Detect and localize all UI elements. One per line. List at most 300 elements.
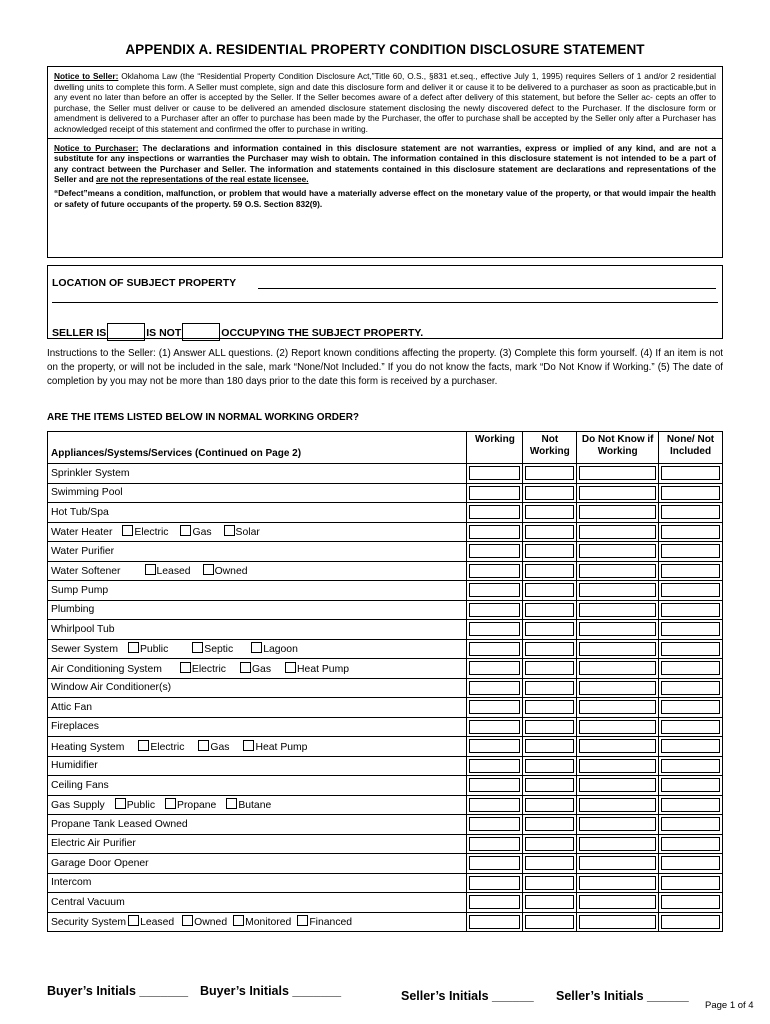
- answer-box-none[interactable]: [661, 915, 720, 929]
- answer-box-not-working[interactable]: [525, 603, 574, 617]
- option-checkbox[interactable]: [297, 915, 308, 926]
- answer-cell-not-working: [523, 737, 577, 757]
- answer-cell-none: [659, 737, 723, 757]
- item-label-cell: [48, 600, 467, 620]
- option-label: Monitored: [245, 917, 292, 929]
- notice-purchaser-label: Notice to Purchaser:: [54, 142, 139, 153]
- answer-box-not-working[interactable]: [525, 486, 574, 500]
- answer-box-do-not-know[interactable]: [579, 681, 656, 695]
- answer-box-not-working[interactable]: [525, 622, 574, 636]
- item-label: Ceiling Fans: [51, 779, 109, 791]
- answer-cell-none: [659, 620, 723, 640]
- answer-cell-working: [467, 815, 523, 835]
- answer-box-not-working[interactable]: [525, 700, 574, 714]
- answer-cell-not-working: [523, 698, 577, 718]
- notice-seller-label: Notice to Seller:: [54, 71, 119, 81]
- answer-box-not-working[interactable]: [525, 720, 574, 734]
- answer-box-working[interactable]: [469, 895, 520, 909]
- option-label: Gas: [210, 741, 230, 753]
- option-checkbox[interactable]: [180, 525, 191, 536]
- answer-box-do-not-know[interactable]: [579, 720, 656, 734]
- answer-box-working[interactable]: [469, 915, 520, 929]
- answer-box-do-not-know[interactable]: [579, 642, 656, 656]
- location-label: LOCATION OF SUBJECT PROPERTY: [52, 277, 237, 289]
- table-row: [48, 776, 723, 796]
- answer-cell-none: [659, 581, 723, 601]
- answer-box-not-working[interactable]: [525, 817, 574, 831]
- option-label: Electric: [134, 527, 169, 539]
- option-checkbox[interactable]: [285, 662, 296, 673]
- item-label-cell: [48, 756, 467, 776]
- page-number: Page 1 of 4: [705, 1000, 754, 1011]
- answer-box-working[interactable]: [469, 817, 520, 831]
- answer-cell-do-not-know: [577, 464, 659, 484]
- answer-cell-not-working: [523, 581, 577, 601]
- answer-cell-working: [467, 620, 523, 640]
- option-label: Leased: [156, 566, 191, 578]
- answer-box-do-not-know[interactable]: [579, 603, 656, 617]
- item-label: Swimming Pool: [51, 487, 123, 499]
- option: [182, 915, 227, 928]
- option-label: Butane: [238, 800, 272, 812]
- answer-box-not-working[interactable]: [525, 583, 574, 597]
- answer-cell-none: [659, 464, 723, 484]
- option-checkbox[interactable]: [128, 915, 139, 926]
- answer-box-working[interactable]: [469, 759, 520, 773]
- answer-cell-not-working: [523, 815, 577, 835]
- option: [240, 662, 271, 675]
- option: [285, 662, 349, 675]
- answer-cell-not-working: [523, 503, 577, 523]
- option-checkbox[interactable]: [165, 798, 176, 809]
- answer-box-do-not-know[interactable]: [579, 466, 656, 480]
- answer-cell-not-working: [523, 542, 577, 562]
- answer-cell-do-not-know: [577, 483, 659, 503]
- answer-box-not-working[interactable]: [525, 661, 574, 675]
- option: [180, 525, 211, 538]
- option: [233, 915, 291, 928]
- answer-cell-none: [659, 776, 723, 796]
- item-label-cell: [48, 873, 467, 893]
- seller-initials-1[interactable]: Seller’s Initials ______: [401, 989, 534, 1003]
- option: [198, 740, 229, 753]
- answer-cell-working: [467, 698, 523, 718]
- instructions: Instructions to the Seller: (1) Answer ALL questions. (2) Report known conditions affecting the property. (3) Complete this form yourself. (4) If an item is not on the property, or will not be included in the sale, mark “None/Not Included.” If you do not know the facts, mark “Do Not Know if Working.” (5) The date of completion by you may not be more than 180 days prior to the date this form is received by a purchaser.: [47, 348, 723, 387]
- item-label-cell: [48, 795, 467, 815]
- seller-initials-2[interactable]: Seller’s Initials ______: [556, 989, 689, 1003]
- answer-box-do-not-know[interactable]: [579, 856, 656, 870]
- answer-box-working[interactable]: [469, 505, 520, 519]
- option: [224, 525, 260, 538]
- option: [203, 564, 248, 577]
- answer-cell-not-working: [523, 561, 577, 581]
- answer-cell-working: [467, 503, 523, 523]
- option-checkbox[interactable]: [233, 915, 244, 926]
- answer-cell-none: [659, 854, 723, 874]
- option-label: Leased: [140, 917, 175, 929]
- answer-cell-do-not-know: [577, 854, 659, 874]
- answer-cell-working: [467, 522, 523, 542]
- answer-box-none[interactable]: [661, 525, 720, 539]
- option-checkbox[interactable]: [226, 798, 237, 809]
- answer-cell-not-working: [523, 600, 577, 620]
- answer-cell-none: [659, 542, 723, 562]
- items-table: [47, 431, 723, 932]
- answer-box-do-not-know[interactable]: [579, 837, 656, 851]
- answer-box-none[interactable]: [661, 720, 720, 734]
- answer-cell-not-working: [523, 854, 577, 874]
- answer-cell-do-not-know: [577, 581, 659, 601]
- option-checkbox[interactable]: [243, 740, 254, 751]
- option-checkbox[interactable]: [251, 642, 262, 653]
- answer-cell-not-working: [523, 464, 577, 484]
- answer-cell-do-not-know: [577, 776, 659, 796]
- answer-box-none[interactable]: [661, 739, 720, 753]
- item-label-cell: [48, 561, 467, 581]
- answer-box-not-working[interactable]: [525, 642, 574, 656]
- item-label-cell: [48, 503, 467, 523]
- answer-box-none[interactable]: [661, 778, 720, 792]
- item-label: Gas Supply: [51, 800, 105, 812]
- answer-box-none[interactable]: [661, 798, 720, 812]
- answer-box-not-working[interactable]: [525, 876, 574, 890]
- answer-box-none[interactable]: [661, 505, 720, 519]
- answer-box-do-not-know[interactable]: [579, 915, 656, 929]
- option-checkbox[interactable]: [128, 642, 139, 653]
- notice-purchaser-underlined: are not the representations of the real estate licensee.: [95, 174, 309, 185]
- answer-cell-do-not-know: [577, 542, 659, 562]
- answer-cell-none: [659, 893, 723, 913]
- answer-box-working[interactable]: [469, 486, 520, 500]
- buyer-initials-2[interactable]: Buyer’s Initials _______: [200, 984, 342, 998]
- option-checkbox[interactable]: [192, 642, 203, 653]
- answer-box-do-not-know[interactable]: [579, 759, 656, 773]
- location-field-line[interactable]: [258, 288, 716, 289]
- table-row: [48, 483, 723, 503]
- item-label: Intercom: [51, 877, 92, 889]
- answer-box-none[interactable]: [661, 817, 720, 831]
- answer-cell-do-not-know: [577, 561, 659, 581]
- option: [115, 798, 155, 811]
- table-row: [48, 795, 723, 815]
- answer-box-not-working[interactable]: [525, 544, 574, 558]
- answer-box-not-working[interactable]: [525, 525, 574, 539]
- answer-cell-do-not-know: [577, 795, 659, 815]
- option-checkbox[interactable]: [122, 525, 133, 536]
- answer-cell-do-not-know: [577, 639, 659, 659]
- answer-box-working[interactable]: [469, 837, 520, 851]
- item-label: Security System: [51, 917, 127, 929]
- table-row: [48, 503, 723, 523]
- answer-cell-none: [659, 717, 723, 737]
- table-row: [48, 542, 723, 562]
- option-label: Lagoon: [263, 644, 298, 656]
- answer-box-none[interactable]: [661, 700, 720, 714]
- answer-cell-none: [659, 795, 723, 815]
- table-row: [48, 893, 723, 913]
- document-title: APPENDIX A. RESIDENTIAL PROPERTY CONDITION DISCLOSURE STATEMENT: [125, 42, 645, 57]
- occupying-label: OCCUPYING THE SUBJECT PROPERTY.: [221, 327, 424, 339]
- seller-is-checkbox[interactable]: [107, 323, 145, 341]
- answer-cell-working: [467, 600, 523, 620]
- answer-box-do-not-know[interactable]: [579, 505, 656, 519]
- item-label-cell: [48, 522, 467, 542]
- answer-cell-not-working: [523, 522, 577, 542]
- item-label-cell: [48, 834, 467, 854]
- answer-cell-do-not-know: [577, 737, 659, 757]
- option-label: Owned: [194, 917, 228, 929]
- answer-cell-working: [467, 776, 523, 796]
- option-label: Electric: [150, 741, 185, 753]
- answer-box-none[interactable]: [661, 876, 720, 890]
- answer-cell-do-not-know: [577, 893, 659, 913]
- answer-cell-none: [659, 815, 723, 835]
- option-label: Financed: [309, 917, 353, 929]
- item-label: Humidifier: [51, 760, 98, 772]
- answer-box-not-working[interactable]: [525, 856, 574, 870]
- option-checkbox[interactable]: [145, 564, 156, 575]
- table-header-row: [48, 432, 723, 464]
- answer-box-working[interactable]: [469, 739, 520, 753]
- answer-cell-working: [467, 639, 523, 659]
- table-row: [48, 678, 723, 698]
- item-label: Attic Fan: [51, 701, 92, 713]
- answer-cell-working: [467, 561, 523, 581]
- item-label: Water Purifier: [51, 545, 115, 557]
- header-none: None/ Not Included: [659, 432, 723, 464]
- option-checkbox[interactable]: [182, 915, 193, 926]
- option-checkbox[interactable]: [138, 740, 149, 751]
- answer-cell-not-working: [523, 873, 577, 893]
- working-order-question: ARE THE ITEMS LISTED BELOW IN NORMAL WORKING ORDER?: [47, 412, 360, 423]
- answer-cell-none: [659, 834, 723, 854]
- answer-cell-do-not-know: [577, 503, 659, 523]
- answer-cell-working: [467, 737, 523, 757]
- answer-box-none[interactable]: [661, 603, 720, 617]
- answer-box-not-working[interactable]: [525, 564, 574, 578]
- item-label-cell: [48, 776, 467, 796]
- item-label-cell: [48, 737, 467, 757]
- answer-box-working[interactable]: [469, 544, 520, 558]
- option-label: Heat Pump: [255, 741, 308, 753]
- option-label: Heat Pump: [297, 663, 350, 675]
- answer-box-working[interactable]: [469, 622, 520, 636]
- answer-cell-working: [467, 659, 523, 679]
- answer-box-not-working[interactable]: [525, 798, 574, 812]
- table-row: [48, 639, 723, 659]
- answer-cell-working: [467, 678, 523, 698]
- answer-box-none[interactable]: [661, 486, 720, 500]
- answer-box-not-working[interactable]: [525, 739, 574, 753]
- table-row: [48, 581, 723, 601]
- answer-cell-not-working: [523, 717, 577, 737]
- answer-box-working[interactable]: [469, 466, 520, 480]
- notice-box: [47, 66, 723, 258]
- answer-cell-none: [659, 503, 723, 523]
- answer-cell-not-working: [523, 620, 577, 640]
- answer-box-do-not-know[interactable]: [579, 525, 656, 539]
- item-label: Fireplaces: [51, 721, 99, 733]
- item-label-cell: [48, 620, 467, 640]
- answer-cell-working: [467, 717, 523, 737]
- table-row: [48, 717, 723, 737]
- answer-cell-do-not-know: [577, 815, 659, 835]
- item-label: Window Air Conditioner(s): [51, 682, 172, 694]
- answer-box-do-not-know[interactable]: [579, 778, 656, 792]
- notice-to-seller: [54, 71, 716, 135]
- answer-box-none[interactable]: [661, 661, 720, 675]
- answer-cell-do-not-know: [577, 659, 659, 679]
- answer-cell-working: [467, 483, 523, 503]
- answer-cell-not-working: [523, 776, 577, 796]
- answer-box-none[interactable]: [661, 856, 720, 870]
- answer-cell-working: [467, 756, 523, 776]
- answer-cell-do-not-know: [577, 620, 659, 640]
- answer-box-working[interactable]: [469, 583, 520, 597]
- answer-box-do-not-know[interactable]: [579, 798, 656, 812]
- option-label: Public: [126, 800, 156, 812]
- answer-cell-working: [467, 542, 523, 562]
- answer-box-none[interactable]: [661, 583, 720, 597]
- answer-box-working[interactable]: [469, 642, 520, 656]
- item-label-cell: [48, 912, 467, 932]
- option-checkbox[interactable]: [203, 564, 214, 575]
- answer-cell-not-working: [523, 483, 577, 503]
- answer-box-none[interactable]: [661, 564, 720, 578]
- answer-box-working[interactable]: [469, 876, 520, 890]
- answer-box-not-working[interactable]: [525, 915, 574, 929]
- option: [128, 915, 174, 928]
- answer-box-working[interactable]: [469, 720, 520, 734]
- answer-box-not-working[interactable]: [525, 505, 574, 519]
- answer-box-none[interactable]: [661, 895, 720, 909]
- option-checkbox[interactable]: [224, 525, 235, 536]
- buyer-initials-1[interactable]: Buyer’s Initials _______: [47, 984, 189, 998]
- option: [145, 564, 191, 577]
- table-row: [48, 600, 723, 620]
- answer-box-not-working[interactable]: [525, 895, 574, 909]
- answer-box-working[interactable]: [469, 856, 520, 870]
- defect-definition: “Defect”means a condition, malfunction, or problem that would have a materially adverse effect on the monetary value of the property, or that would impair the health or safety of future occupants of the property. 59 O.S. Section 832(9).: [54, 187, 716, 209]
- answer-box-none[interactable]: [661, 466, 720, 480]
- answer-box-working[interactable]: [469, 525, 520, 539]
- table-row: [48, 756, 723, 776]
- answer-cell-working: [467, 834, 523, 854]
- answer-box-do-not-know[interactable]: [579, 486, 656, 500]
- answer-box-do-not-know[interactable]: [579, 895, 656, 909]
- option-checkbox[interactable]: [115, 798, 126, 809]
- answer-box-not-working[interactable]: [525, 837, 574, 851]
- answer-box-do-not-know[interactable]: [579, 661, 656, 675]
- answer-box-not-working[interactable]: [525, 759, 574, 773]
- option-label: Solar: [235, 527, 260, 539]
- answer-cell-not-working: [523, 756, 577, 776]
- item-label: Sump Pump: [51, 584, 109, 596]
- answer-box-working[interactable]: [469, 778, 520, 792]
- item-label: Heating System: [51, 741, 125, 753]
- table-row: [48, 854, 723, 874]
- answer-cell-none: [659, 522, 723, 542]
- item-label-cell: [48, 464, 467, 484]
- answer-box-none[interactable]: [661, 544, 720, 558]
- answer-box-working[interactable]: [469, 603, 520, 617]
- answer-box-none[interactable]: [661, 759, 720, 773]
- answer-cell-do-not-know: [577, 912, 659, 932]
- answer-box-do-not-know[interactable]: [579, 544, 656, 558]
- answer-box-not-working[interactable]: [525, 466, 574, 480]
- answer-cell-do-not-know: [577, 834, 659, 854]
- answer-cell-working: [467, 464, 523, 484]
- answer-box-none[interactable]: [661, 642, 720, 656]
- table-row: [48, 912, 723, 932]
- option: [122, 525, 168, 538]
- answer-box-not-working[interactable]: [525, 681, 574, 695]
- header-working: Working: [467, 432, 523, 464]
- answer-box-none[interactable]: [661, 622, 720, 636]
- answer-cell-not-working: [523, 678, 577, 698]
- item-label: Sprinkler System: [51, 467, 130, 479]
- table-body: [48, 464, 723, 932]
- answer-box-working[interactable]: [469, 798, 520, 812]
- answer-cell-working: [467, 795, 523, 815]
- answer-box-none[interactable]: [661, 837, 720, 851]
- seller-is-not-checkbox[interactable]: [182, 323, 220, 341]
- answer-cell-working: [467, 854, 523, 874]
- answer-box-working[interactable]: [469, 661, 520, 675]
- answer-box-do-not-know[interactable]: [579, 876, 656, 890]
- answer-box-do-not-know[interactable]: [579, 564, 656, 578]
- answer-cell-not-working: [523, 659, 577, 679]
- answer-box-working[interactable]: [469, 564, 520, 578]
- answer-box-do-not-know[interactable]: [579, 739, 656, 753]
- answer-box-working[interactable]: [469, 681, 520, 695]
- option-checkbox[interactable]: [198, 740, 209, 751]
- option-label: Gas: [192, 527, 212, 539]
- answer-cell-none: [659, 698, 723, 718]
- notice-purchaser-text: The declarations and information contained in this disclosure statement are not warranties, express or implied of any kind, and are not a substitute for any inspections or warranties the Purchaser may wish to obtain. The information contained in this disclosure statement is not intended to be a part of any contract between the Purchaser and Seller. The information and statements contained in this disclosure statement are declarations and representations of the Seller and: [54, 142, 716, 185]
- table-row: [48, 698, 723, 718]
- answer-cell-not-working: [523, 639, 577, 659]
- answer-box-do-not-know[interactable]: [579, 622, 656, 636]
- header-do-not-know: Do Not Know if Working: [577, 432, 659, 464]
- item-label: Central Vacuum: [51, 896, 125, 908]
- location-box: [47, 265, 723, 339]
- option-checkbox[interactable]: [180, 662, 191, 673]
- answer-cell-do-not-know: [577, 678, 659, 698]
- item-label-cell: [48, 542, 467, 562]
- option-checkbox[interactable]: [240, 662, 251, 673]
- answer-cell-working: [467, 893, 523, 913]
- notice-divider: [48, 138, 722, 139]
- option: [251, 642, 298, 655]
- table-row: [48, 815, 723, 835]
- answer-box-do-not-know[interactable]: [579, 700, 656, 714]
- answer-box-none[interactable]: [661, 681, 720, 695]
- option: [226, 798, 271, 811]
- option-label: Propane: [177, 800, 217, 812]
- answer-box-working[interactable]: [469, 700, 520, 714]
- item-label: Water Softener: [51, 566, 121, 578]
- item-label: Garage Door Opener: [51, 857, 149, 869]
- item-label-cell: [48, 639, 467, 659]
- answer-box-do-not-know[interactable]: [579, 583, 656, 597]
- table-row: [48, 834, 723, 854]
- item-label-cell: [48, 659, 467, 679]
- answer-box-do-not-know[interactable]: [579, 817, 656, 831]
- answer-box-not-working[interactable]: [525, 778, 574, 792]
- location-field-line-2[interactable]: [52, 302, 718, 303]
- answer-cell-do-not-know: [577, 600, 659, 620]
